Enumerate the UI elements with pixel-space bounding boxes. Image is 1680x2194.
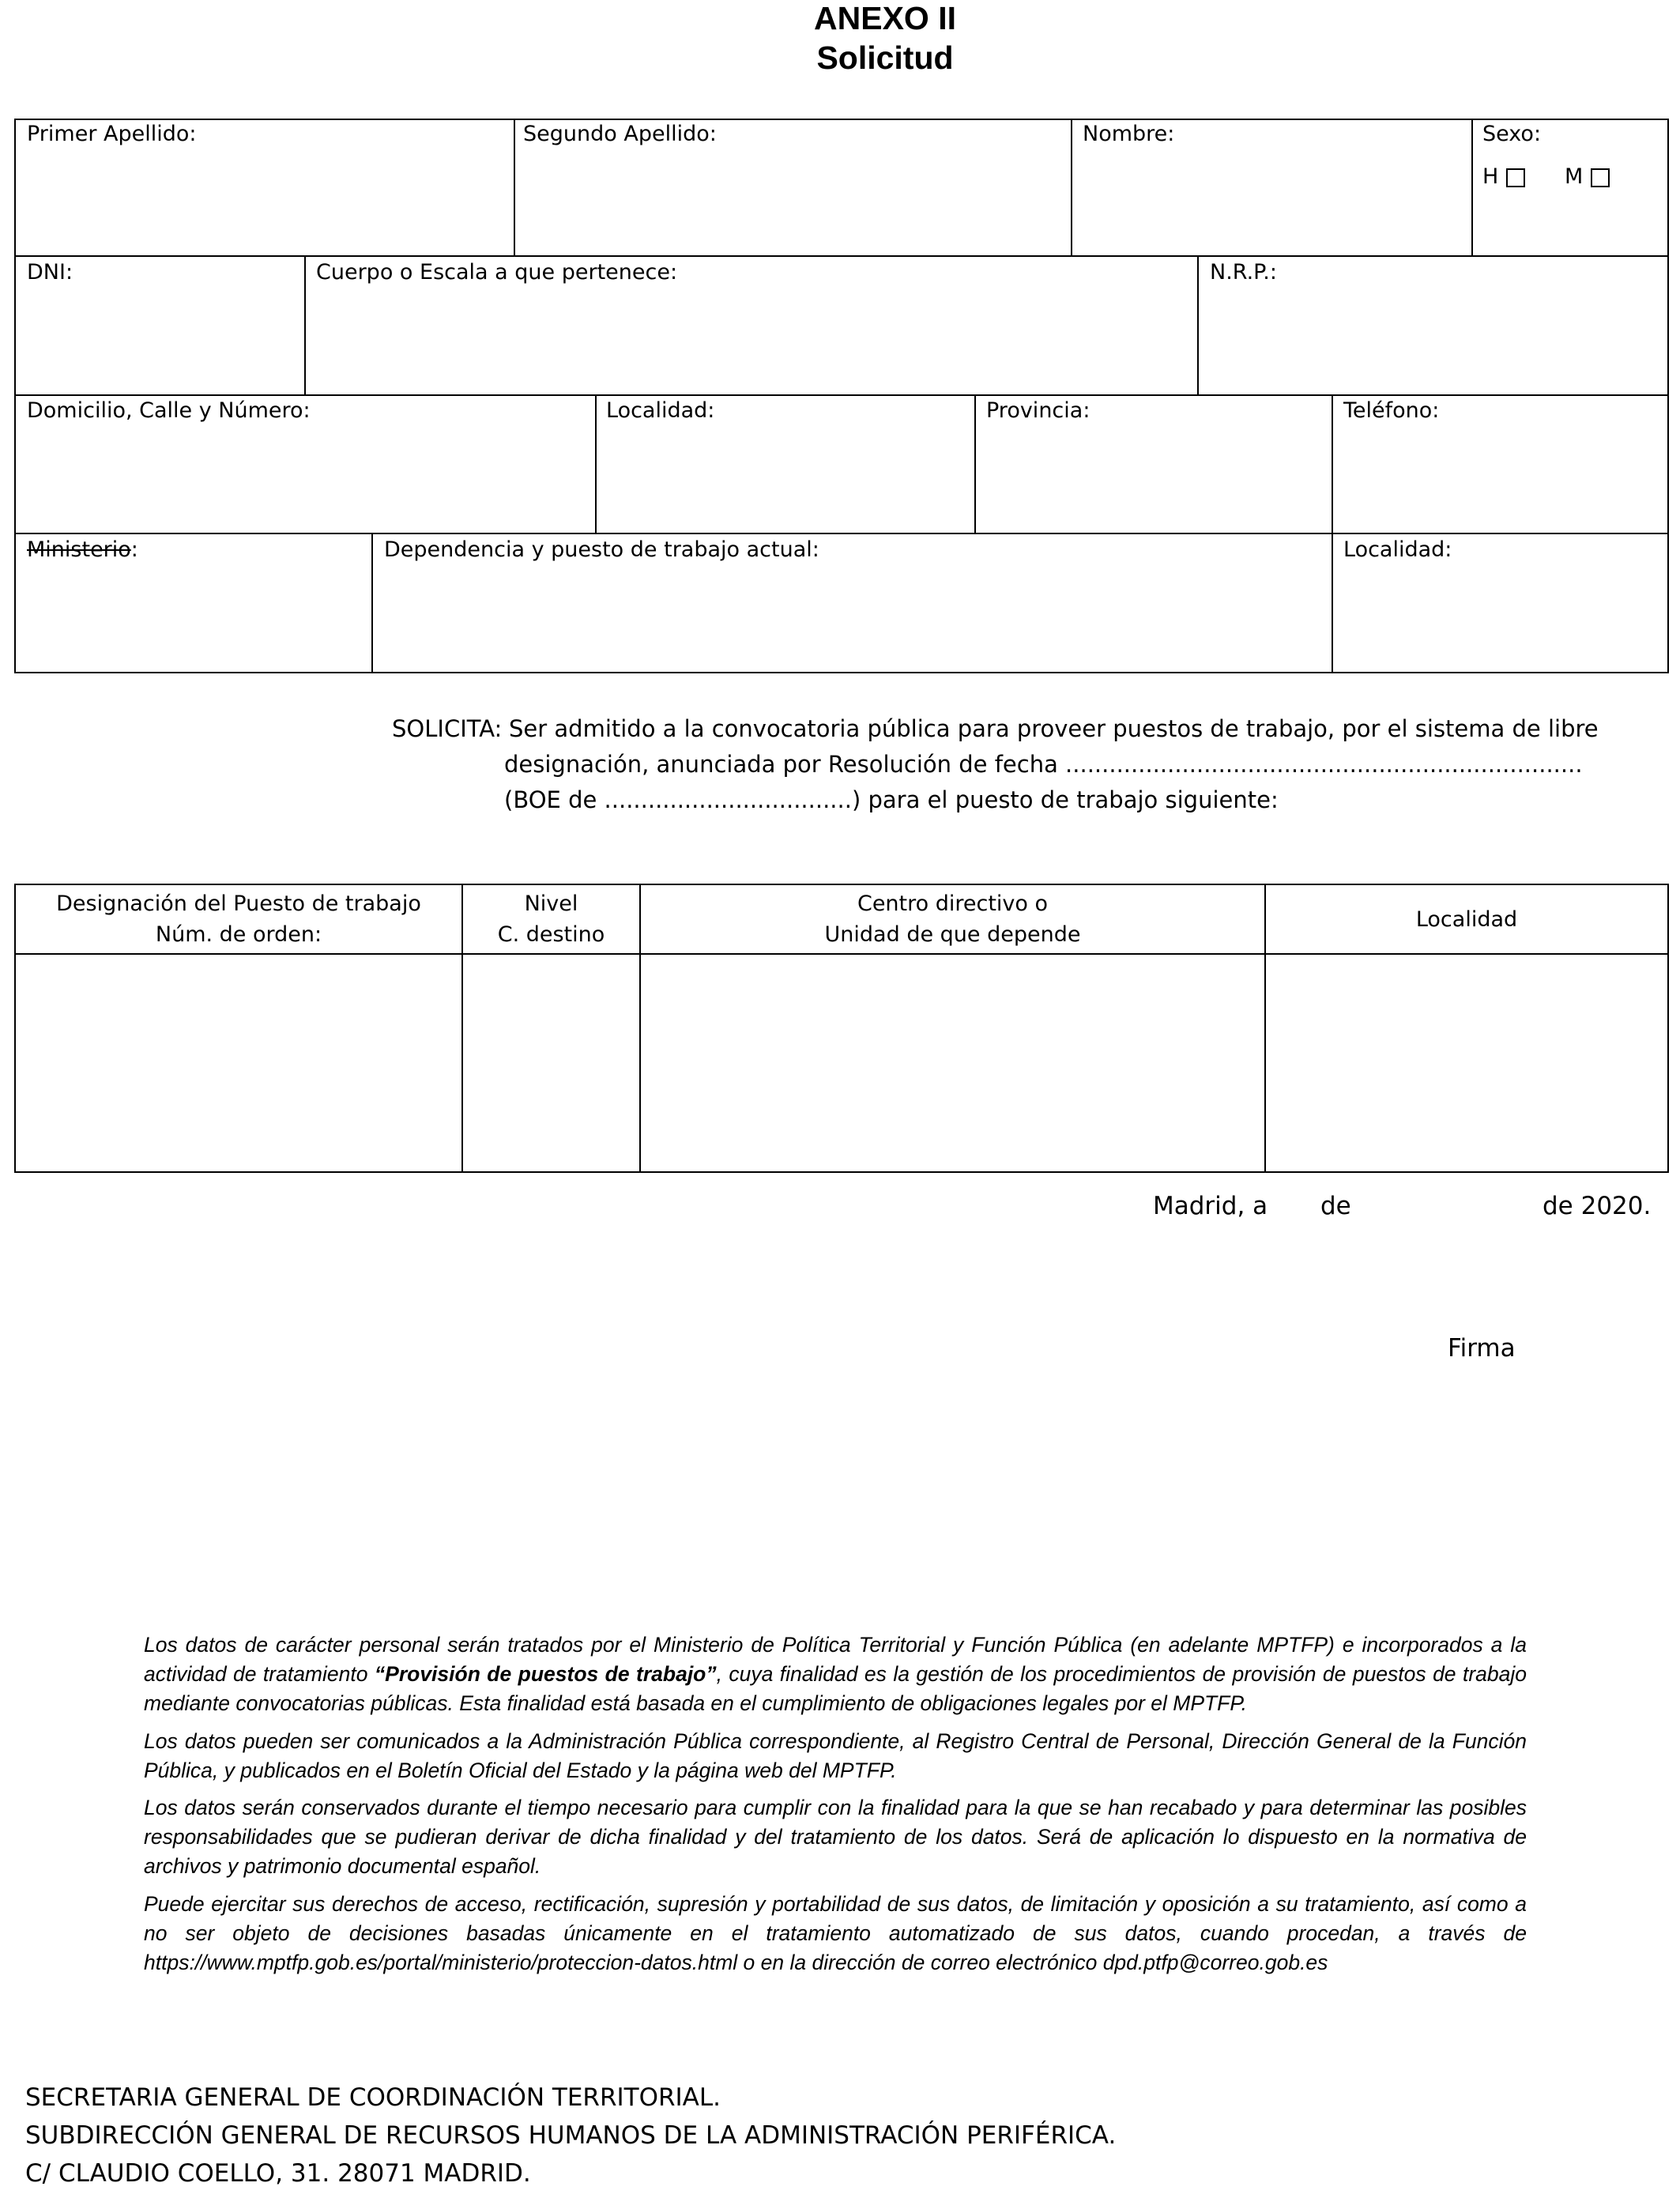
nombre-field[interactable]: Nombre:: [1083, 122, 1175, 146]
document-title: ANEXO II: [814, 0, 956, 36]
th-nivel: [463, 888, 639, 950]
legal-paragraph-1: [144, 1630, 1527, 1718]
solicita-label: SOLICITA:: [392, 715, 503, 742]
col-divider: [1071, 119, 1072, 256]
ministerio-label: Ministerio: [27, 537, 131, 562]
legal-paragraph-4: Puede ejercitar sus derechos de acceso, rectificación, supresión y portabilidad de sus datos, de limitación y oposición a su tratamiento, así como a no ser objeto de decisiones basadas únicamente en el tratamiento automatizado de sus datos, cuando procedan, a través de https://www.mptfp.gob.es/portal/ministerio/proteccion-datos.html o en la dirección de correo electrónico dpd.ptfp@correo.gob.es: [144, 1892, 1527, 1974]
fecha-madrid: Madrid, a: [1153, 1192, 1268, 1220]
legal-paragraph-2: Los datos pueden ser comunicados a la Administración Pública correspondiente, al Registro Central de Personal, Dirección General de la Función Pública, y publicados en el Boletín Oficial del Estado y la página web del MPTFP.: [144, 1729, 1527, 1782]
form-border: [14, 119, 1669, 673]
legal-p1-bold: “Provisión de puestos de trabajo”: [374, 1662, 717, 1686]
th-nivel-line1: Nivel: [524, 892, 578, 916]
th-centro: [641, 888, 1264, 950]
fecha-de-2: de 2020.: [1543, 1192, 1652, 1220]
ministerio-field[interactable]: [27, 537, 138, 562]
sexo-h-option[interactable]: [1482, 164, 1525, 189]
solicita-line-2: designación, anunciada por Resolución de fecha .......................................................................: [504, 751, 1583, 778]
sexo-m-checkbox[interactable]: [1591, 168, 1610, 187]
col-divider: [974, 394, 976, 533]
nrp-field[interactable]: N.R.P.:: [1210, 260, 1277, 285]
dni-field[interactable]: DNI:: [27, 260, 73, 285]
cell-nivel[interactable]: [463, 955, 639, 1171]
th-centro-line2: Unidad de que depende: [824, 922, 1081, 947]
cell-designacion[interactable]: [16, 955, 461, 1171]
dependencia-field[interactable]: Dependencia y puesto de trabajo actual:: [384, 537, 819, 562]
th-localidad: Localidad: [1415, 907, 1518, 932]
col-divider: [304, 255, 306, 395]
th-nivel-line2: C. destino: [497, 922, 605, 947]
legal-p1-text-b: , cuya finalidad es la gestión de los procedimientos de provisión de puestos de trabajo mediante convocatorias públicas. Esta finalidad está basada en el cumplimiento de obligaciones legales por el MPTFP.: [144, 1662, 1527, 1715]
sexo-label: Sexo:: [1482, 122, 1542, 146]
row-divider: [14, 255, 1669, 257]
solicita-line-3: (BOE de ..................................) para el puesto de trabajo siguiente:: [504, 786, 1279, 813]
solicita-line-1: Ser admitido a la convocatoria pública para proveer puestos de trabajo, por el sistema de libre: [509, 715, 1599, 742]
th-designacion: [16, 888, 461, 950]
col-divider: [514, 119, 515, 256]
col-divider: [1471, 119, 1473, 256]
col-divider: [371, 533, 373, 673]
footer-line-1: SECRETARIA GENERAL DE COORDINACIÓN TERRITORIAL.: [25, 2083, 721, 2112]
document-subtitle: Solicitud: [816, 40, 954, 76]
footer-line-2: SUBDIRECCIÓN GENERAL DE RECURSOS HUMANOS DE LA ADMINISTRACIÓN PERIFÉRICA.: [25, 2121, 1117, 2150]
th-designacion-line1: Designación del Puesto de trabajo: [56, 892, 421, 916]
row-divider: [14, 394, 1669, 396]
th-designacion-line2: Núm. de orden:: [155, 922, 322, 947]
legal-paragraph-3: Los datos serán conservados durante el tiempo necesario para cumplir con la finalidad para la que se han recabado y para determinar las posibles responsabilidades que se pudieran derivar de dicha finalidad y del tratamiento de los datos. Será de aplicación lo dispuesto en la normativa de archivos y patrimonio documental español.: [144, 1796, 1527, 1878]
ministerio-colon: :: [130, 537, 138, 562]
th-centro-line1: Centro directivo o: [857, 892, 1049, 916]
row-divider: [14, 533, 1669, 534]
segundo-apellido-field[interactable]: Segundo Apellido:: [523, 122, 717, 146]
localidad-trabajo-field[interactable]: Localidad:: [1343, 537, 1452, 562]
firma-label: Firma: [1448, 1334, 1516, 1363]
localidad-field[interactable]: Localidad:: [606, 398, 715, 423]
provincia-field[interactable]: Provincia:: [986, 398, 1090, 423]
sexo-h-label: H: [1482, 164, 1499, 189]
cuerpo-escala-field[interactable]: Cuerpo o Escala a que pertenece:: [316, 260, 678, 285]
cell-localidad[interactable]: [1266, 955, 1667, 1171]
sexo-m-label: M: [1565, 164, 1584, 189]
telefono-field[interactable]: Teléfono:: [1343, 398, 1440, 423]
fecha-de-1: de: [1320, 1192, 1351, 1220]
domicilio-field[interactable]: Domicilio, Calle y Número:: [27, 398, 311, 423]
col-divider: [1197, 255, 1199, 395]
sexo-h-checkbox[interactable]: [1506, 168, 1525, 187]
col-divider: [1332, 394, 1333, 533]
cell-centro[interactable]: [641, 955, 1264, 1171]
col-divider: [595, 394, 597, 533]
col-divider: [1332, 533, 1333, 673]
footer-line-3: C/ CLAUDIO COELLO, 31. 28071 MADRID.: [25, 2159, 531, 2188]
legal-p1-text-a: Los datos de carácter personal serán tratados por el Ministerio de Política Territorial y Función Pública (en adelante MPTFP) e incorporados a la actividad de tratamiento: [144, 1633, 1527, 1686]
primer-apellido-field[interactable]: Primer Apellido:: [27, 122, 197, 146]
sexo-m-option[interactable]: [1565, 164, 1610, 189]
